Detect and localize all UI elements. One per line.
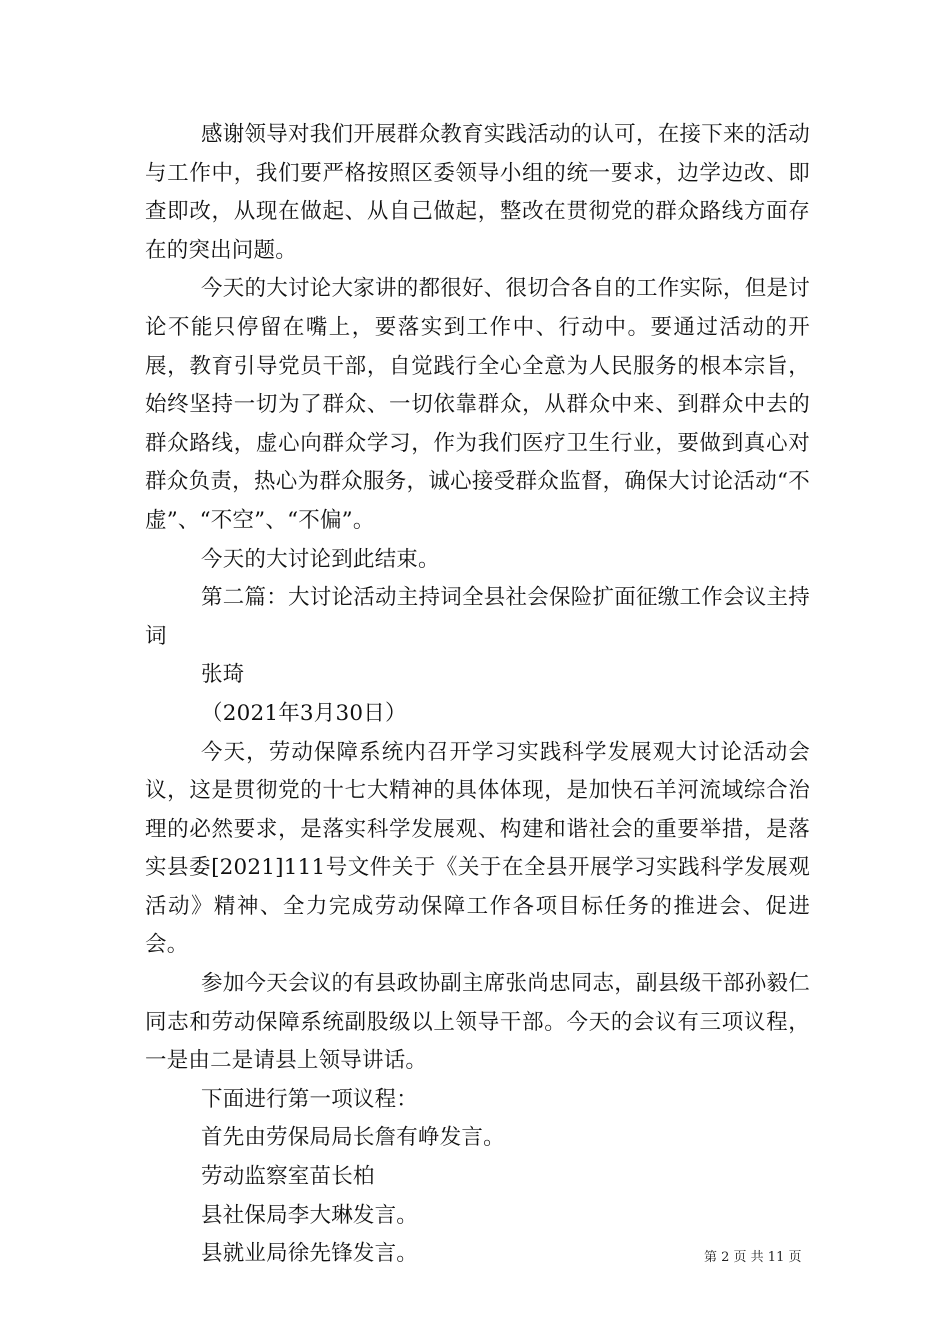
paragraph-attendees: 参加今天会议的有县政协副主席张尚忠同志，副县级干部孙毅仁同志和劳动保障系统副股级以上领导干部。今天的会议有三项议程，一是由二是请县上领导讲话。 <box>145 971 810 1074</box>
paragraph-thanks: 感谢领导对我们开展群众教育实践活动的认可，在接下来的活动与工作中，我们要严格按照区委领导小组的统一要求，边学边改、即查即改，从现在做起、从自己做起，整改在贯彻党的群众路线方面存在的突出问题。 <box>145 122 810 263</box>
paragraph-meeting-intro: 今天，劳动保障系统内召开学习实践科学发展观大讨论活动会议，这是贯彻党的十七大精神的具体体现，是加快石羊河流域综合治理的必然要求，是落实科学发展观、构建和谐社会的重要举措，是落实县委[2021]111号文件关于《关于在全县开展学习实践科学发展观活动》精神、全力完成劳动保障工作各项目标任务的推进会、促进会。 <box>145 739 810 958</box>
agenda-speaker-3: 县社保局李大琳发言。 <box>201 1202 419 1228</box>
agenda-speaker-1: 首先由劳保局局长詹有峥发言。 <box>201 1125 505 1151</box>
agenda-item-heading: 下面进行第一项议程： <box>201 1086 419 1112</box>
document-body <box>145 116 810 1274</box>
paragraph-closing: 今天的大讨论到此结束。 <box>201 546 440 572</box>
page-number: 第 2 页 共 11 页 <box>704 1250 802 1265</box>
author-name: 张琦 <box>201 662 245 688</box>
document-date: （2021年3月30日） <box>201 700 407 726</box>
section-heading: 第二篇：大讨论活动主持词全县社会保险扩面征缴工作会议主持词 <box>145 585 810 649</box>
agenda-speaker-2: 劳动监察室苗长柏 <box>201 1164 375 1190</box>
paragraph-discussion: 今天的大讨论大家讲的都很好、很切合各自的工作实际，但是讨论不能只停留在嘴上，要落实到工作中、行动中。要通过活动的开展，教育引导党员干部，自觉践行全心全意为人民服务的根本宗旨，始终坚持一切为了群众、一切依靠群众，从群众中来、到群众中去的群众路线，虚心向群众学习，作为我们医疗卫生行业，要做到真心对群众负责，热心为群众服务，诚心接受群众监督，确保大讨论活动“不虚”、“不空”、“不偏”。 <box>145 276 810 533</box>
agenda-speaker-4: 县就业局徐先锋发言。 <box>201 1241 419 1267</box>
